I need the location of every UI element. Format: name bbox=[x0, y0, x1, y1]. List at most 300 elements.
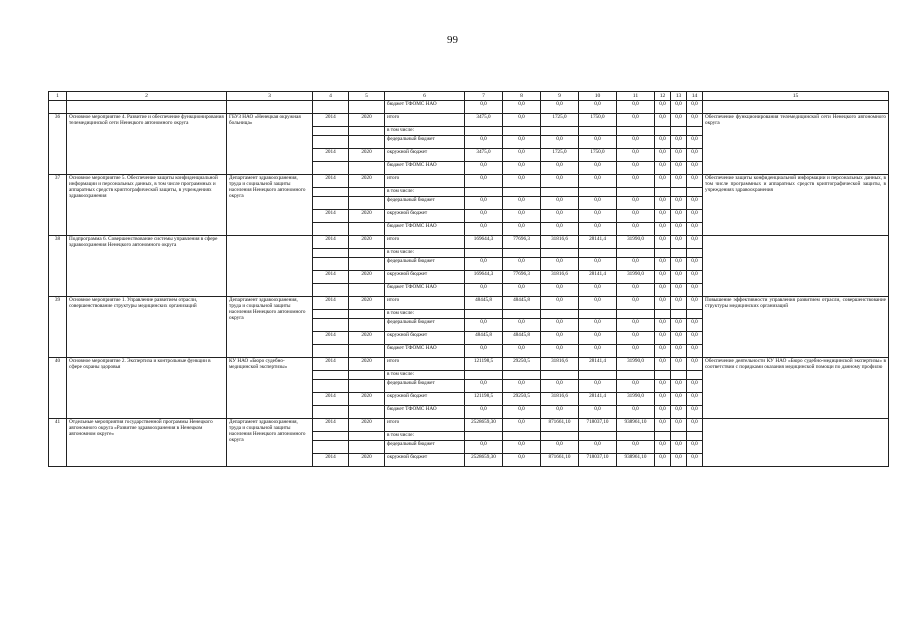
value-cell bbox=[655, 188, 671, 197]
value-cell bbox=[655, 432, 671, 441]
activity-name: Подпрограмма 6. Совершенствование системы управления в сфере здравоохранения Ненецкого автономного округа bbox=[67, 236, 227, 297]
value-cell: 0,0 bbox=[503, 454, 541, 467]
value-cell bbox=[541, 310, 579, 319]
value-cell: 0,0 bbox=[687, 136, 703, 149]
funding-source: окружной бюджет bbox=[385, 454, 465, 467]
value-cell: 0,0 bbox=[541, 441, 579, 454]
value-cell: 0,0 bbox=[687, 162, 703, 175]
funding-source: федеральный бюджет bbox=[385, 136, 465, 149]
activity-name: Основное мероприятие 4. Развитие и обеспечение функционирования телемедицинской сети Ненецкого автономного округа bbox=[67, 114, 227, 175]
value-cell bbox=[465, 249, 503, 258]
funding-source: окружной бюджет bbox=[385, 393, 465, 406]
funding-source: окружной бюджет bbox=[385, 210, 465, 223]
value-cell: 29250,5 bbox=[503, 358, 541, 371]
value-cell: 0,0 bbox=[671, 162, 687, 175]
funding-source: бюджет ТФОМС НАО bbox=[385, 223, 465, 236]
value-cell: 0,0 bbox=[617, 332, 655, 345]
value-cell: 0,0 bbox=[655, 332, 671, 345]
value-cell: 0,0 bbox=[579, 175, 617, 188]
value-cell: 0,0 bbox=[655, 358, 671, 371]
value-cell: 0,0 bbox=[655, 319, 671, 332]
table-row bbox=[49, 297, 889, 310]
value-cell: 0,0 bbox=[465, 319, 503, 332]
value-cell bbox=[655, 310, 671, 319]
year-start bbox=[313, 188, 349, 197]
value-cell: 0,0 bbox=[687, 210, 703, 223]
value-cell: 0,0 bbox=[465, 345, 503, 358]
year-end bbox=[349, 380, 385, 393]
year-start: 2014 bbox=[313, 358, 349, 371]
value-cell: 0,0 bbox=[503, 162, 541, 175]
value-cell bbox=[671, 371, 687, 380]
row-number: 36 bbox=[49, 114, 67, 175]
value-cell: 0,0 bbox=[617, 210, 655, 223]
value-cell: 0,0 bbox=[465, 162, 503, 175]
year-start bbox=[313, 127, 349, 136]
year-start: 2014 bbox=[313, 393, 349, 406]
funding-source: бюджет ТФОМС НАО bbox=[385, 162, 465, 175]
year-end bbox=[349, 432, 385, 441]
value-cell bbox=[541, 127, 579, 136]
value-cell: 0,0 bbox=[687, 406, 703, 419]
value-cell bbox=[671, 188, 687, 197]
value-cell: 1750,0 bbox=[579, 114, 617, 127]
value-cell bbox=[687, 371, 703, 380]
value-cell: 0,0 bbox=[687, 380, 703, 393]
value-cell: 0,0 bbox=[655, 210, 671, 223]
value-cell: 0,0 bbox=[465, 136, 503, 149]
funding-source: итого bbox=[385, 236, 465, 249]
value-cell: 0,0 bbox=[671, 284, 687, 297]
value-cell bbox=[687, 310, 703, 319]
value-cell: 0,0 bbox=[617, 175, 655, 188]
year-end bbox=[349, 310, 385, 319]
year-start bbox=[313, 406, 349, 419]
value-cell: 0,0 bbox=[503, 223, 541, 236]
value-cell: 718037,10 bbox=[579, 419, 617, 432]
row-number: 38 bbox=[49, 236, 67, 297]
value-cell: 0,0 bbox=[655, 419, 671, 432]
value-cell: 0,0 bbox=[687, 175, 703, 188]
table-row bbox=[49, 236, 889, 249]
value-cell bbox=[671, 249, 687, 258]
year-end bbox=[349, 441, 385, 454]
value-cell: 0,0 bbox=[687, 114, 703, 127]
value-cell bbox=[503, 127, 541, 136]
value-cell bbox=[617, 432, 655, 441]
value-cell: 0,0 bbox=[671, 441, 687, 454]
year-end: 2020 bbox=[349, 332, 385, 345]
year-start bbox=[313, 345, 349, 358]
year-start bbox=[313, 441, 349, 454]
value-cell: 0,0 bbox=[503, 136, 541, 149]
value-cell: 718037,10 bbox=[579, 454, 617, 467]
fund-cell: бюджет ТФОМС НАО bbox=[385, 101, 465, 114]
value-cell bbox=[671, 310, 687, 319]
value-cell: 0,0 bbox=[687, 271, 703, 284]
value-cell bbox=[465, 371, 503, 380]
value-cell: 0,0 bbox=[655, 197, 671, 210]
year-end: 2020 bbox=[349, 236, 385, 249]
year-end: 2020 bbox=[349, 393, 385, 406]
value-cell: 0,0 bbox=[671, 332, 687, 345]
value-cell bbox=[687, 188, 703, 197]
value-cell: 2528659,30 bbox=[465, 419, 503, 432]
value-cell: 0,0 bbox=[579, 284, 617, 297]
value-cell: 0,0 bbox=[655, 175, 671, 188]
funding-source: итого bbox=[385, 114, 465, 127]
value-cell: 0,0 bbox=[671, 380, 687, 393]
value-cell: 0,0 bbox=[617, 284, 655, 297]
value-cell bbox=[503, 371, 541, 380]
value-cell: 0,0 bbox=[579, 258, 617, 271]
value-cell: 0,0 bbox=[465, 406, 503, 419]
value-cell: 0,0 bbox=[579, 345, 617, 358]
header-cell: 1 bbox=[49, 92, 67, 101]
table-row bbox=[49, 419, 889, 432]
value-cell: 0,0 bbox=[579, 162, 617, 175]
expected-result: Обеспечение функционирования телемедицинской сети Ненецкого автономного округа bbox=[703, 114, 889, 175]
value-cell: 0,0 bbox=[579, 223, 617, 236]
value-cell: 0,0 bbox=[503, 319, 541, 332]
value-cell: 0,0 bbox=[617, 149, 655, 162]
value-cell: 0,0 bbox=[671, 210, 687, 223]
value-cell bbox=[541, 371, 579, 380]
value-cell: 0,0 bbox=[503, 380, 541, 393]
header-cell: 10 bbox=[579, 92, 617, 101]
value-cell: 0,0 bbox=[503, 345, 541, 358]
header-cell: 9 bbox=[541, 92, 579, 101]
funding-source: федеральный бюджет bbox=[385, 380, 465, 393]
number-cell bbox=[49, 101, 67, 114]
year-start bbox=[313, 371, 349, 380]
year-start: 2014 bbox=[313, 236, 349, 249]
value-cell bbox=[671, 127, 687, 136]
value-cell: 871661,10 bbox=[541, 419, 579, 432]
value-cell: 0,0 bbox=[617, 319, 655, 332]
value-cell: 0,0 bbox=[503, 149, 541, 162]
value-cell: 1750,0 bbox=[579, 149, 617, 162]
value-cell: 0,0 bbox=[541, 258, 579, 271]
value-cell: 0,0 bbox=[465, 101, 503, 114]
value-cell: 0,0 bbox=[687, 149, 703, 162]
year-end bbox=[349, 197, 385, 210]
value-cell: 0,0 bbox=[503, 197, 541, 210]
value-cell: 0,0 bbox=[687, 236, 703, 249]
funding-source: итого bbox=[385, 175, 465, 188]
name-cell bbox=[67, 101, 227, 114]
value-cell bbox=[617, 249, 655, 258]
value-cell: 0,0 bbox=[687, 454, 703, 467]
value-cell: 0,0 bbox=[655, 454, 671, 467]
value-cell: 0,0 bbox=[541, 406, 579, 419]
row-number: 41 bbox=[49, 419, 67, 467]
value-cell: 0,0 bbox=[617, 380, 655, 393]
value-cell bbox=[687, 127, 703, 136]
row-number: 40 bbox=[49, 358, 67, 419]
expected-result: Обеспечение деятельности КУ НАО «Бюро судебно-медицинской экспертизы» в соответствии с порядками оказания медицинской помощи по данному профилю bbox=[703, 358, 889, 419]
value-cell: 0,0 bbox=[465, 175, 503, 188]
value-cell: 0,0 bbox=[671, 136, 687, 149]
value-cell: 0,0 bbox=[671, 419, 687, 432]
value-cell: 0,0 bbox=[687, 319, 703, 332]
year-start: 2014 bbox=[313, 419, 349, 432]
value-cell: 0,0 bbox=[579, 441, 617, 454]
row-number: 37 bbox=[49, 175, 67, 236]
value-cell: 0,0 bbox=[655, 101, 671, 114]
value-cell: 0,0 bbox=[687, 345, 703, 358]
value-cell: 0,0 bbox=[687, 284, 703, 297]
value-cell: 28141,4 bbox=[579, 393, 617, 406]
value-cell: 0,0 bbox=[617, 406, 655, 419]
header-cell: 15 bbox=[703, 92, 889, 101]
value-cell: 0,0 bbox=[503, 258, 541, 271]
value-cell: 0,0 bbox=[617, 136, 655, 149]
year-start: 2014 bbox=[313, 114, 349, 127]
funding-source: итого bbox=[385, 358, 465, 371]
value-cell: 0,0 bbox=[687, 101, 703, 114]
value-cell bbox=[503, 310, 541, 319]
value-cell: 0,0 bbox=[541, 345, 579, 358]
expected-result bbox=[703, 236, 889, 297]
value-cell: 0,0 bbox=[579, 319, 617, 332]
value-cell: 0,0 bbox=[579, 101, 617, 114]
value-cell: 0,0 bbox=[687, 297, 703, 310]
value-cell: 0,0 bbox=[541, 197, 579, 210]
header-cell: 12 bbox=[655, 92, 671, 101]
year-start bbox=[313, 223, 349, 236]
page-number: 99 bbox=[447, 34, 458, 46]
value-cell: 938961,10 bbox=[617, 419, 655, 432]
executor: Департамент здравоохранения, труда и социальной защиты населения Ненецкого автономного округа bbox=[227, 175, 313, 236]
header-cell: 2 bbox=[67, 92, 227, 101]
value-cell: 0,0 bbox=[655, 223, 671, 236]
value-cell bbox=[541, 249, 579, 258]
value-cell: 0,0 bbox=[655, 297, 671, 310]
year-start bbox=[313, 136, 349, 149]
value-cell: 0,0 bbox=[655, 380, 671, 393]
year-end: 2020 bbox=[349, 419, 385, 432]
value-cell: 31816,6 bbox=[541, 271, 579, 284]
header-cell: 11 bbox=[617, 92, 655, 101]
value-cell: 0,0 bbox=[541, 136, 579, 149]
header-cell: 6 bbox=[385, 92, 465, 101]
value-cell: 0,0 bbox=[503, 114, 541, 127]
result-cell bbox=[703, 101, 889, 114]
year-start bbox=[313, 258, 349, 271]
year-end: 2020 bbox=[349, 149, 385, 162]
value-cell bbox=[671, 432, 687, 441]
header-cell: 8 bbox=[503, 92, 541, 101]
year-end bbox=[349, 188, 385, 197]
header-cell: 14 bbox=[687, 92, 703, 101]
expected-result bbox=[703, 419, 889, 467]
value-cell: 0,0 bbox=[541, 332, 579, 345]
value-cell: 0,0 bbox=[541, 175, 579, 188]
value-cell: 0,0 bbox=[579, 297, 617, 310]
table-row bbox=[49, 101, 889, 114]
value-cell: 3475,0 bbox=[465, 149, 503, 162]
value-cell: 48445,8 bbox=[503, 297, 541, 310]
value-cell: 0,0 bbox=[687, 419, 703, 432]
funding-source: федеральный бюджет bbox=[385, 197, 465, 210]
value-cell: 0,0 bbox=[671, 236, 687, 249]
value-cell: 0,0 bbox=[671, 297, 687, 310]
year-end bbox=[349, 319, 385, 332]
value-cell bbox=[465, 432, 503, 441]
value-cell: 0,0 bbox=[655, 258, 671, 271]
value-cell: 0,0 bbox=[617, 223, 655, 236]
value-cell bbox=[465, 310, 503, 319]
value-cell: 0,0 bbox=[465, 441, 503, 454]
funding-source: в том числе: bbox=[385, 249, 465, 258]
year-end: 2020 bbox=[349, 297, 385, 310]
value-cell: 29250,5 bbox=[503, 393, 541, 406]
value-cell: 31816,6 bbox=[541, 236, 579, 249]
value-cell: 0,0 bbox=[655, 136, 671, 149]
value-cell: 31990,0 bbox=[617, 393, 655, 406]
value-cell: 2528659,30 bbox=[465, 454, 503, 467]
value-cell: 0,0 bbox=[579, 406, 617, 419]
value-cell: 0,0 bbox=[671, 114, 687, 127]
header-cell: 7 bbox=[465, 92, 503, 101]
value-cell: 0,0 bbox=[655, 345, 671, 358]
value-cell: 0,0 bbox=[671, 319, 687, 332]
value-cell: 0,0 bbox=[541, 162, 579, 175]
funding-source: бюджет ТФОМС НАО bbox=[385, 345, 465, 358]
table-row bbox=[49, 114, 889, 127]
value-cell: 0,0 bbox=[541, 297, 579, 310]
value-cell: 0,0 bbox=[617, 297, 655, 310]
value-cell: 0,0 bbox=[655, 406, 671, 419]
value-cell: 0,0 bbox=[617, 258, 655, 271]
funding-source: окружной бюджет bbox=[385, 271, 465, 284]
value-cell: 0,0 bbox=[687, 223, 703, 236]
value-cell: 77696,3 bbox=[503, 236, 541, 249]
year-start bbox=[313, 284, 349, 297]
value-cell: 0,0 bbox=[687, 441, 703, 454]
year-end: 2020 bbox=[349, 271, 385, 284]
activity-name: Основное мероприятие 2. Экспертиза и контрольные функции в сфере охраны здоровья bbox=[67, 358, 227, 419]
year-start bbox=[313, 197, 349, 210]
value-cell: 31990,0 bbox=[617, 358, 655, 371]
value-cell: 0,0 bbox=[541, 380, 579, 393]
year-end bbox=[349, 223, 385, 236]
value-cell: 0,0 bbox=[617, 441, 655, 454]
year-start bbox=[313, 249, 349, 258]
value-cell: 0,0 bbox=[671, 197, 687, 210]
value-cell: 0,0 bbox=[687, 393, 703, 406]
value-cell: 0,0 bbox=[655, 114, 671, 127]
year-start: 2014 bbox=[313, 454, 349, 467]
value-cell: 0,0 bbox=[541, 101, 579, 114]
year-end bbox=[349, 406, 385, 419]
value-cell: 31816,6 bbox=[541, 358, 579, 371]
value-cell: 0,0 bbox=[617, 101, 655, 114]
header-cell: 5 bbox=[349, 92, 385, 101]
year-end-cell bbox=[349, 101, 385, 114]
value-cell: 121198,5 bbox=[465, 358, 503, 371]
year-start: 2014 bbox=[313, 271, 349, 284]
value-cell: 3475,0 bbox=[465, 114, 503, 127]
executor-cell bbox=[227, 101, 313, 114]
value-cell bbox=[655, 371, 671, 380]
executor bbox=[227, 236, 313, 297]
year-end: 2020 bbox=[349, 454, 385, 467]
value-cell: 0,0 bbox=[617, 197, 655, 210]
value-cell: 77696,3 bbox=[503, 271, 541, 284]
value-cell: 0,0 bbox=[503, 101, 541, 114]
value-cell: 0,0 bbox=[655, 284, 671, 297]
value-cell bbox=[579, 188, 617, 197]
year-end: 2020 bbox=[349, 358, 385, 371]
year-start: 2014 bbox=[313, 297, 349, 310]
value-cell: 0,0 bbox=[671, 223, 687, 236]
value-cell: 1725,0 bbox=[541, 149, 579, 162]
funding-source: в том числе: bbox=[385, 188, 465, 197]
value-cell bbox=[617, 127, 655, 136]
funding-source: бюджет ТФОМС НАО bbox=[385, 284, 465, 297]
value-cell: 0,0 bbox=[671, 345, 687, 358]
value-cell: 0,0 bbox=[541, 223, 579, 236]
value-cell: 0,0 bbox=[655, 162, 671, 175]
funding-source: федеральный бюджет bbox=[385, 319, 465, 332]
value-cell: 0,0 bbox=[503, 419, 541, 432]
executor: КУ НАО «Бюро судебно-медицинской экспертизы» bbox=[227, 358, 313, 419]
value-cell: 0,0 bbox=[687, 258, 703, 271]
value-cell: 121198,5 bbox=[465, 393, 503, 406]
value-cell: 0,0 bbox=[465, 380, 503, 393]
value-cell bbox=[465, 188, 503, 197]
executor: Департамент здравоохранения, труда и социальной защиты населения Ненецкого автономного округа bbox=[227, 297, 313, 358]
funding-source: окружной бюджет bbox=[385, 149, 465, 162]
value-cell: 0,0 bbox=[541, 210, 579, 223]
header-cell: 3 bbox=[227, 92, 313, 101]
value-cell: 0,0 bbox=[671, 101, 687, 114]
value-cell: 0,0 bbox=[655, 393, 671, 406]
value-cell: 0,0 bbox=[617, 345, 655, 358]
year-end bbox=[349, 371, 385, 380]
value-cell: 0,0 bbox=[503, 175, 541, 188]
funding-source: в том числе: bbox=[385, 310, 465, 319]
funding-source: итого bbox=[385, 419, 465, 432]
value-cell: 0,0 bbox=[687, 197, 703, 210]
value-cell: 31990,0 bbox=[617, 271, 655, 284]
program-table bbox=[48, 91, 889, 467]
value-cell: 938961,10 bbox=[617, 454, 655, 467]
funding-source: в том числе: bbox=[385, 432, 465, 441]
value-cell: 28141,4 bbox=[579, 271, 617, 284]
value-cell bbox=[617, 310, 655, 319]
year-start bbox=[313, 310, 349, 319]
value-cell bbox=[541, 188, 579, 197]
value-cell: 0,0 bbox=[617, 162, 655, 175]
executor: ГБУЗ НАО «Ненецкая окружная больница» bbox=[227, 114, 313, 175]
value-cell bbox=[503, 432, 541, 441]
year-end bbox=[349, 127, 385, 136]
year-start bbox=[313, 380, 349, 393]
value-cell: 0,0 bbox=[579, 136, 617, 149]
year-start-cell bbox=[313, 101, 349, 114]
year-start: 2014 bbox=[313, 210, 349, 223]
value-cell: 31990,0 bbox=[617, 236, 655, 249]
value-cell bbox=[617, 188, 655, 197]
value-cell bbox=[687, 249, 703, 258]
value-cell: 0,0 bbox=[687, 332, 703, 345]
value-cell: 0,0 bbox=[503, 406, 541, 419]
activity-name: Отдельные мероприятия государственной программы Ненецкого автономного округа «Развитие здравоохранения в Ненецком автономном округе» bbox=[67, 419, 227, 467]
value-cell bbox=[503, 249, 541, 258]
